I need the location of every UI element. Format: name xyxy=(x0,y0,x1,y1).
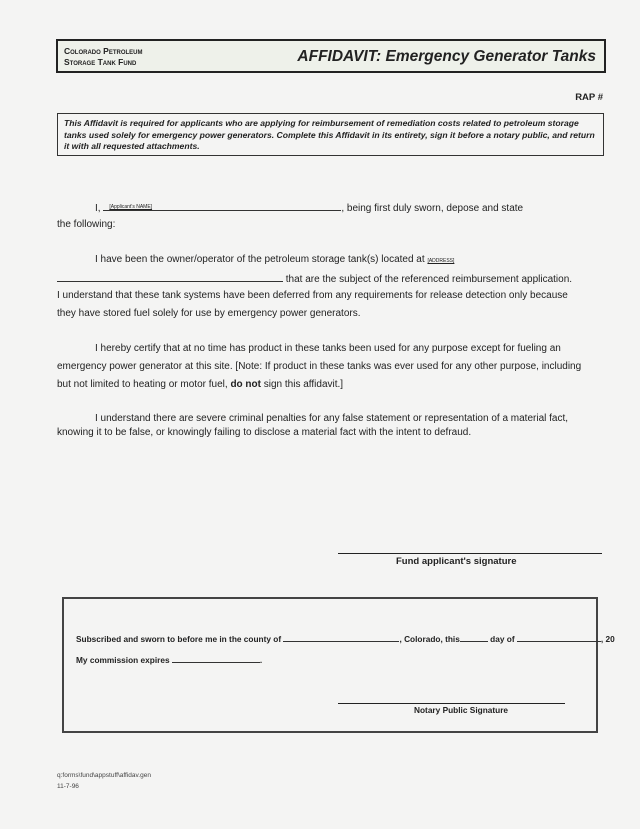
affidavit-line-2: the following: xyxy=(57,219,116,230)
commission-line: My commission expires . xyxy=(76,655,263,665)
text: Subscribed and sworn to before me in the county of xyxy=(76,634,282,644)
text: but not limited to heating or motor fuel, xyxy=(57,379,228,390)
address-field[interactable]: [ADDRESS] xyxy=(427,258,455,264)
certify-line-3 xyxy=(57,379,343,390)
certify-line-2: emergency power generator at this site. [Note: If product in these tanks was ever used for any other purpose, including xyxy=(57,361,582,372)
owner-line-3: I understand that these tank systems have been deferred from any requirements for release detection only because xyxy=(57,290,568,301)
form-title: AFFIDAVIT: Emergency Generator Tanks xyxy=(297,48,596,65)
commission-expires-field[interactable] xyxy=(172,653,260,663)
affidavit-line-1 xyxy=(95,201,523,214)
notary-signature-label: Notary Public Signature xyxy=(414,705,509,715)
applicant-name-field[interactable] xyxy=(103,201,341,211)
county-field[interactable] xyxy=(283,632,399,642)
owner-line-1 xyxy=(95,254,454,265)
text: that are the subject of the referenced reimbursement application. xyxy=(285,274,573,285)
penalty-line-1: I understand there are severe criminal penalties for any false statement or representation of a material fact, xyxy=(95,413,569,424)
file-path: q:forms\fund\appstuff\affidav.gen xyxy=(57,772,151,779)
revision-date: 11-7-96 xyxy=(57,783,79,790)
text: , Colorado, this xyxy=(399,634,460,644)
organization-name xyxy=(64,46,143,68)
text: I have been the owner/operator of the petroleum storage tank(s) located at xyxy=(95,254,425,265)
text: , being first duly sworn, depose and state xyxy=(341,203,524,214)
org-line-1: Colorado Petroleum xyxy=(64,46,143,56)
subscribed-line xyxy=(76,632,615,644)
applicant-signature-label: Fund applicant's signature xyxy=(396,556,517,567)
name-placeholder: [Applicant’s NAME] xyxy=(109,204,153,210)
instructions-notice: This Affidavit is required for applicants who are applying for reimbursement of remediation costs related to petroleum storage tanks used solely for emergency power generators. Complete this Affidavit in its entirety, sign it before a notary public, and return it with all requested attachments. xyxy=(57,113,604,156)
owner-line-2 xyxy=(57,272,572,285)
penalty-line-2: knowing it to be false, or knowingly failing to disclose a material fact with the intent to defraud. xyxy=(57,427,472,438)
emphasis: do not xyxy=(230,379,261,390)
owner-line-4: they have stored fuel solely for use by emergency power generators. xyxy=(57,308,361,319)
month-field[interactable] xyxy=(517,632,601,642)
text: day of xyxy=(490,634,515,644)
text: , 20 xyxy=(600,634,615,644)
rap-number-label: RAP # xyxy=(575,92,603,103)
certify-line-1: I hereby certify that at no time has product in these tanks been used for any purpose except for fueling an xyxy=(95,343,561,354)
text: sign this affidavit.] xyxy=(263,379,344,390)
address-line-field[interactable] xyxy=(57,272,283,282)
day-field[interactable] xyxy=(460,632,488,642)
notary-signature-line[interactable] xyxy=(338,703,565,704)
applicant-signature-line[interactable] xyxy=(338,553,602,554)
form-header xyxy=(56,39,606,73)
text: I, xyxy=(95,203,101,214)
org-line-2: Storage Tank Fund xyxy=(64,57,137,67)
text: My commission expires xyxy=(76,655,170,665)
notary-section xyxy=(62,597,598,733)
